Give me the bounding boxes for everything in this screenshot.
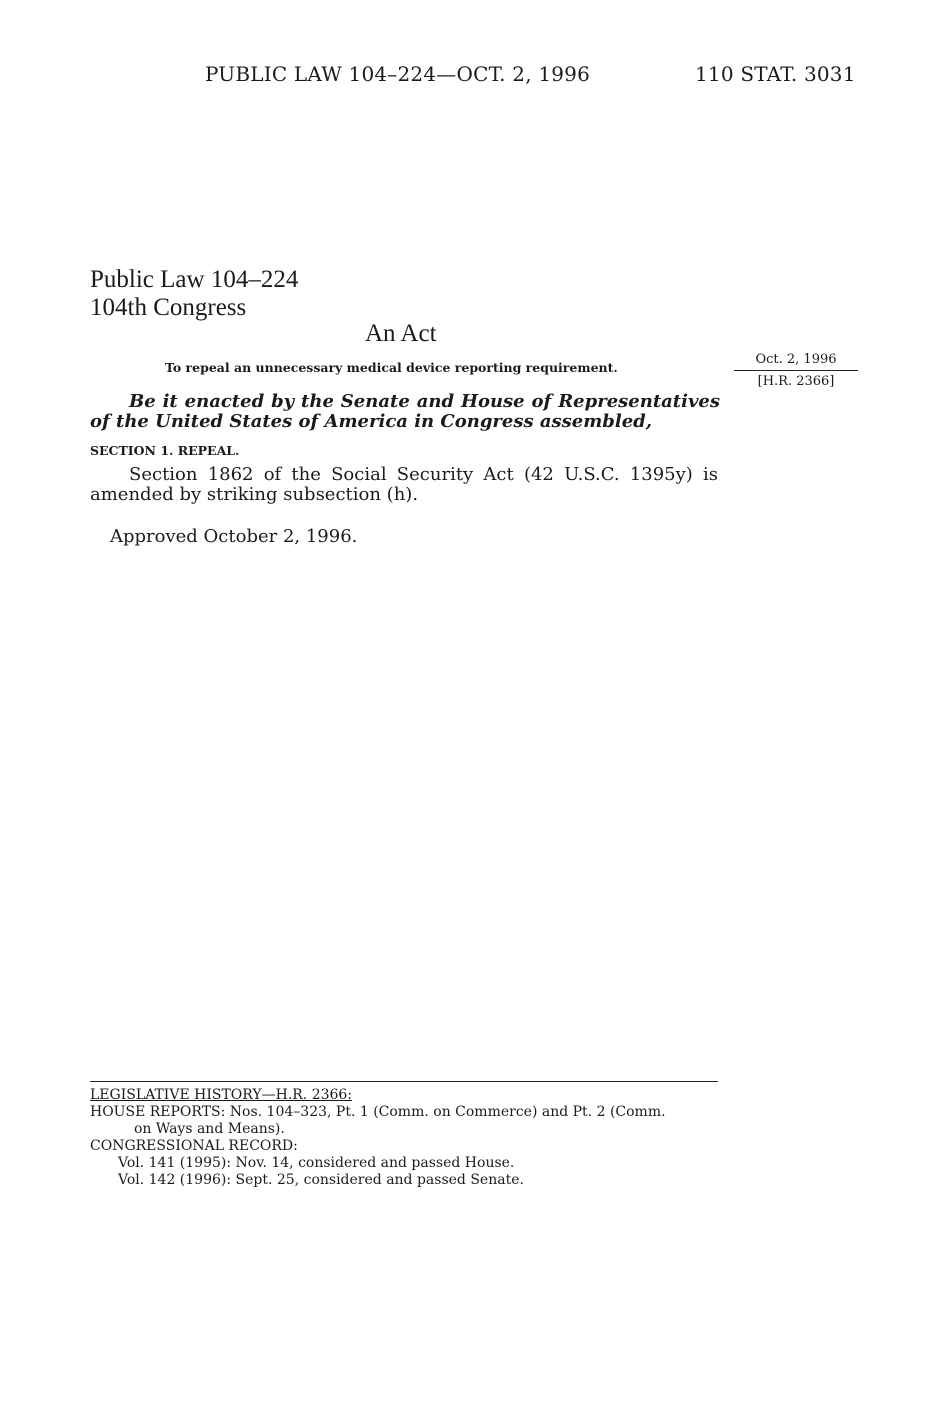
section-heading: SECTION 1. REPEAL. xyxy=(90,443,240,458)
record-entry: Vol. 142 (1996): Sept. 25, considered and passed Senate. xyxy=(118,1172,524,1188)
footnote-divider xyxy=(90,1081,718,1082)
act-purpose: To repeal an unnecessary medical device reporting requirement. xyxy=(165,360,618,375)
margin-note xyxy=(734,350,858,389)
congressional-record-label: CONGRESSIONAL RECORD: xyxy=(90,1138,298,1154)
legislative-history xyxy=(90,1087,730,1189)
running-head-right: 110 STAT. 3031 xyxy=(695,62,856,86)
house-reports-line: HOUSE REPORTS: Nos. 104–323, Pt. 1 (Comm. on Commerce) and Pt. 2 (Comm. xyxy=(90,1104,666,1120)
legislative-history-title: LEGISLATIVE HISTORY—H.R. 2366: xyxy=(90,1087,353,1103)
act-heading: An Act xyxy=(365,320,437,347)
house-reports-continuation: on Ways and Means). xyxy=(134,1121,285,1137)
law-number-title: Public Law 104–224 xyxy=(90,266,299,293)
record-entry: Vol. 141 (1995): Nov. 14, considered and passed House. xyxy=(118,1155,515,1171)
running-head-left: PUBLIC LAW 104–224—OCT. 2, 1996 xyxy=(205,62,591,86)
enacting-clause: Be it enacted by the Senate and House of Representatives of the United States of America in Congress assembled, xyxy=(90,391,720,432)
approval-date: Approved October 2, 1996. xyxy=(110,526,358,547)
section-body: Section 1862 of the Social Security Act (42 U.S.C. 1395y) is amended by striking subsection (h). xyxy=(90,464,718,505)
margin-note-bill: [H.R. 2366] xyxy=(757,374,835,389)
margin-note-date: Oct. 2, 1996 xyxy=(734,350,858,371)
congress-title: 104th Congress xyxy=(90,294,247,321)
